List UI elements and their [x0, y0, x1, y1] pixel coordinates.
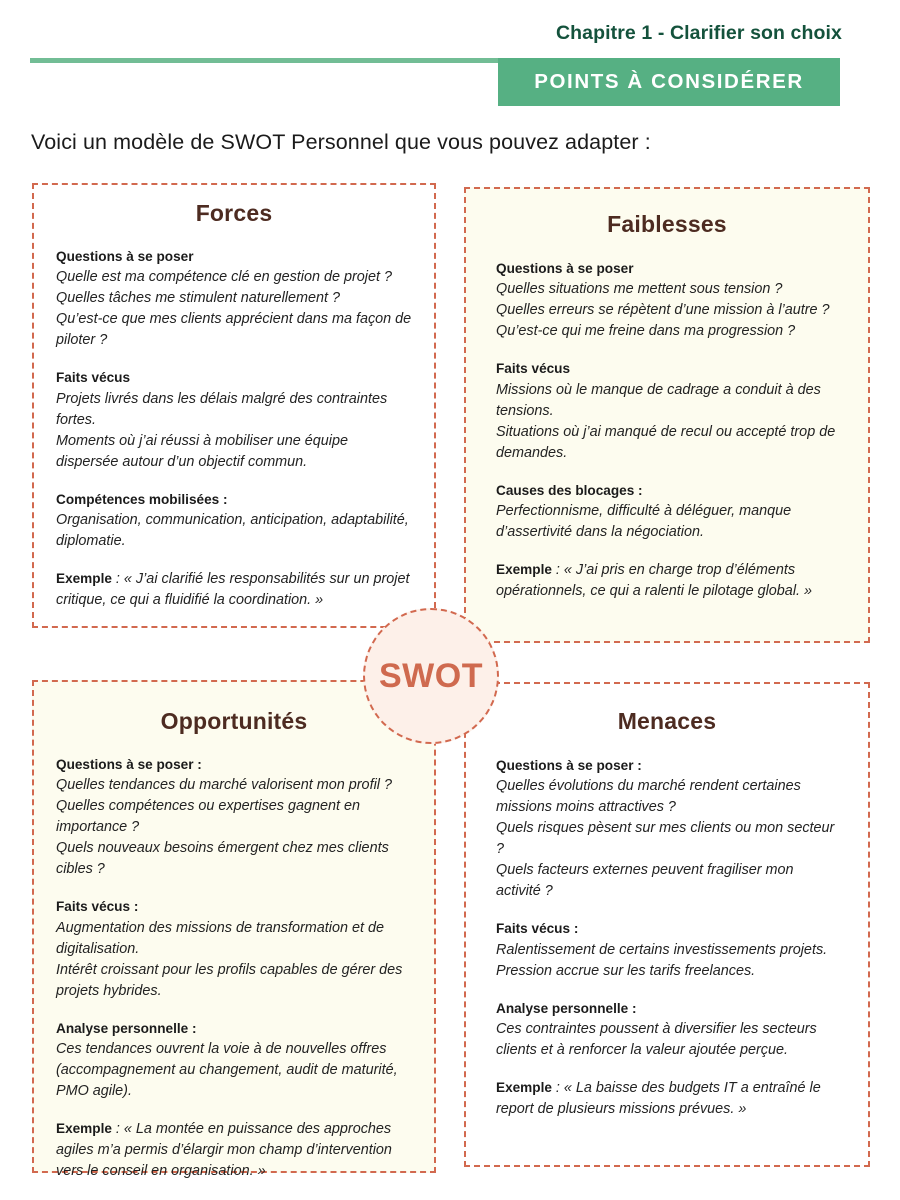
swot-section-example: Exemple : « J’ai clarifié les responsabilités sur un projet critique, ce qui a fluidifié la coordination. » — [56, 571, 410, 609]
swot-section-head: Compétences mobilisées : — [56, 491, 228, 507]
chapter-title: Chapitre 1 - Clarifier son choix — [555, 22, 842, 44]
swot-section-head: Faits vécus — [56, 370, 131, 386]
quadrant-faiblesses — [464, 187, 870, 643]
swot-section-line: Qu’est-ce que mes clients apprécient dans ma façon de piloter ? — [56, 311, 412, 349]
swot-section — [496, 756, 838, 902]
swot-section — [56, 247, 412, 351]
swot-section-line: Quelles situations me mettent sous tension ? — [496, 281, 783, 298]
header-rule — [30, 58, 500, 63]
swot-section — [496, 481, 838, 543]
swot-section-line: Intérêt croissant pour les profils capables de gérer des projets hybrides. — [56, 961, 403, 999]
header-banner — [498, 58, 840, 106]
swot-section — [496, 1078, 838, 1120]
intro-text: Voici un modèle de SWOT Personnel que vous pouvez adapter : — [31, 130, 651, 154]
quadrant-menaces — [464, 682, 870, 1167]
swot-section — [56, 490, 412, 552]
swot-section-example: Exemple : « La baisse des budgets IT a entraîné le report de plusieurs missions prévues. » — [496, 1080, 821, 1118]
swot-center-label: SWOT — [379, 656, 483, 695]
swot-section-line: Augmentation des missions de transformation et de digitalisation. — [56, 919, 384, 957]
swot-section — [56, 569, 412, 611]
quadrant-opportunites-title: Opportunités — [160, 708, 308, 734]
swot-section-example-label: Exemple — [496, 1080, 552, 1096]
swot-section — [56, 755, 412, 880]
swot-section — [496, 359, 838, 463]
swot-section-head: Faits vécus : — [496, 921, 579, 937]
swot-section-head: Questions à se poser : — [496, 758, 642, 773]
quadrant-faiblesses-title: Faiblesses — [607, 211, 727, 237]
swot-section-head: Questions à se poser — [496, 261, 634, 276]
swot-section-line: Quelles évolutions du marché rendent certaines missions moins attractives ? — [496, 778, 801, 816]
swot-section-head: Analyse personnelle : — [56, 1020, 197, 1036]
swot-section-line: Organisation, communication, anticipation, adaptabilité, diplomatie. — [56, 512, 409, 550]
swot-section — [56, 368, 412, 472]
swot-section-example: Exemple : « J’ai pris en charge trop d’éléments opérationnels, ce qui a ralenti le pilotage global. » — [496, 562, 813, 600]
swot-section-head: Faits vécus — [496, 361, 571, 377]
swot-section-example: Exemple : « La montée en puissance des approches agiles m’a permis d’élargir mon champ d’intervention vers le conseil en organisation. » — [56, 1121, 392, 1180]
quadrant-opportunites — [32, 680, 436, 1180]
swot-section-line: Quels risques pèsent sur mes clients ou mon secteur ? — [496, 820, 835, 858]
quadrant-menaces-body — [466, 756, 868, 1120]
swot-section — [496, 999, 838, 1061]
swot-section-line: Qu’est-ce qui me freine dans ma progression ? — [496, 323, 796, 340]
swot-section-line: Ces tendances ouvrent la voie à de nouvelles offres (accompagnement au changement, audit de maturité, PMO agile). — [56, 1041, 398, 1100]
swot-section-line: Missions où le manque de cadrage a conduit à des tensions. — [496, 381, 821, 419]
swot-section-line: Ces contraintes poussent à diversifier les secteurs clients et à renforcer la valeur ajoutée perçue. — [496, 1021, 817, 1059]
swot-section-head: Faits vécus : — [56, 899, 139, 915]
swot-section-line: Projets livrés dans les délais malgré des contraintes fortes. — [56, 390, 388, 428]
swot-section — [496, 919, 838, 981]
swot-section-line: Pression accrue sur les tarifs freelances. — [496, 962, 756, 979]
swot-section-line: Situations où j’ai manqué de recul ou accepté trop de demandes. — [496, 423, 836, 461]
swot-section-head: Questions à se poser — [56, 249, 194, 264]
swot-section-line: Quels facteurs externes peuvent fragiliser mon activité ? — [496, 862, 794, 900]
quadrant-faiblesses-body — [466, 259, 868, 602]
quadrant-forces-title: Forces — [195, 200, 273, 226]
quadrant-forces — [32, 183, 436, 628]
swot-section-line: Quelles erreurs se répètent d’une mission à l’autre ? — [496, 302, 830, 319]
header-banner-label: POINTS À CONSIDÉRER — [534, 70, 804, 93]
swot-section-line: Quelles tâches me stimulent naturellement ? — [56, 290, 340, 307]
swot-section-line: Quelle est ma compétence clé en gestion de projet ? — [56, 269, 392, 286]
swot-section-line: Quels nouveaux besoins émergent chez mes clients cibles ? — [56, 840, 389, 878]
swot-section-line: Quelles compétences ou expertises gagnent en importance ? — [56, 798, 360, 836]
swot-section — [56, 897, 412, 1001]
swot-center-badge — [363, 608, 499, 744]
quadrant-forces-body — [34, 247, 434, 611]
swot-section — [496, 560, 838, 602]
swot-section-head: Questions à se poser : — [56, 757, 202, 772]
swot-section-line: Perfectionnisme, difficulté à déléguer, manque d’assertivité dans la négociation. — [496, 503, 792, 541]
swot-section — [56, 1119, 412, 1182]
swot-section-example-label: Exemple — [56, 571, 112, 587]
quadrant-menaces-title: Menaces — [617, 708, 717, 734]
swot-section-example-label: Exemple — [496, 562, 552, 578]
swot-section — [56, 1019, 412, 1102]
swot-section-head: Analyse personnelle : — [496, 1000, 637, 1016]
swot-section — [496, 259, 838, 342]
swot-section-head: Causes des blocages : — [496, 482, 643, 498]
swot-section-example-label: Exemple — [56, 1121, 112, 1137]
swot-section-line: Ralentissement de certains investissements projets. — [496, 941, 828, 958]
swot-section-line: Moments où j’ai réussi à mobiliser une équipe dispersée autour d’un objectif commun. — [56, 432, 348, 470]
quadrant-opportunites-body — [34, 755, 434, 1182]
swot-section-line: Quelles tendances du marché valorisent mon profil ? — [56, 777, 392, 794]
